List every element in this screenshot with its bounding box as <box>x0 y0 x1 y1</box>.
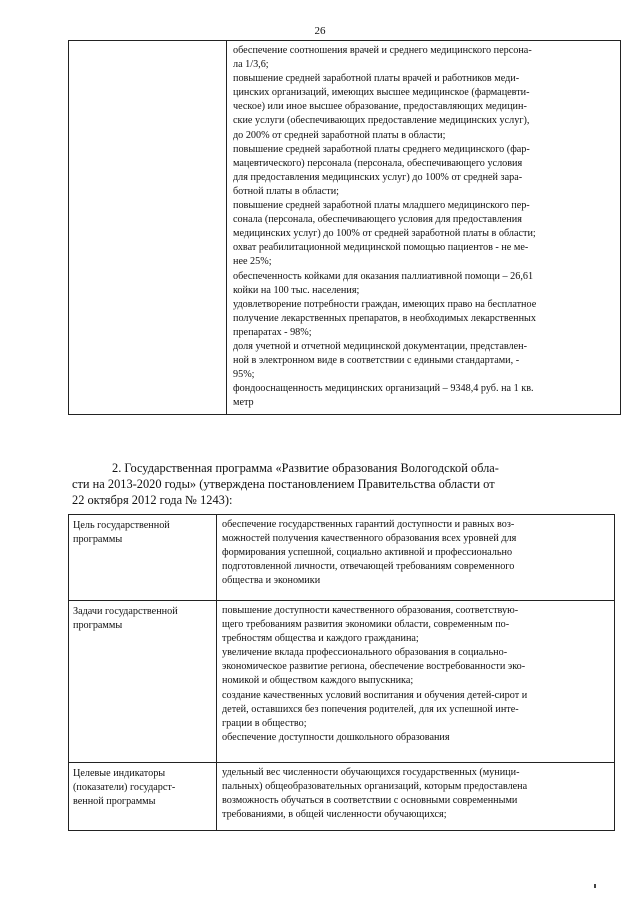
text-line: доля учетной и отчетной медицинской документации, представлен- <box>233 340 527 352</box>
row-label-goal <box>69 515 217 601</box>
text-line: экономическое развитие региона, обеспечение востребованности эко- <box>222 661 526 673</box>
text-line: медицинских услуг) до 100% от средней заработной платы в области; <box>233 228 536 240</box>
text-line: повышение средней заработной платы врачей и работников меди- <box>233 73 520 85</box>
text-line: требованиями, в общей численности обучающихся; <box>222 809 447 821</box>
text-line: койки на 100 тыс. населения; <box>233 284 360 296</box>
text-line: повышение доступности качественного образования, соответствую- <box>222 605 519 616</box>
row-content-tasks <box>217 601 615 763</box>
label-line: венной программы <box>73 796 156 808</box>
text-line: нее 25%; <box>233 256 272 268</box>
table-row <box>69 763 615 831</box>
text-line: мацевтического) персонала (персонала, обеспечивающего условия <box>233 157 523 169</box>
row-label-indicators <box>69 763 217 831</box>
text-line: щего требованиям развития экономики области, современным по- <box>222 619 510 631</box>
text-line: общества и экономики <box>222 575 321 587</box>
text-line: ной в электронном виде в соответствии с едиными стандартами, - <box>233 355 520 367</box>
text-line: ла 1/3,6; <box>233 59 269 71</box>
text-line: увеличение вклада профессионального образования в социально- <box>222 647 508 659</box>
text-line: обеспечение доступности дошкольного образования <box>222 731 450 743</box>
label-line: Целевые индикаторы <box>73 768 166 779</box>
text-line: сонала (персонала, обеспечивающего условия для предоставления <box>233 214 522 226</box>
continuation-content-cell <box>227 41 621 415</box>
text-line: повышение средней заработной платы среднего медицинского (фар- <box>233 143 530 155</box>
text-line: удовлетворение потребности граждан, имеющих право на бесплатное <box>233 298 537 310</box>
text-line: ческое) или иное высшее образование, предоставляющих медицин- <box>233 101 527 113</box>
text-line: детей, оставшихся без попечения родителей, для их успешной инте- <box>222 703 519 715</box>
text-line: до 200% от средней заработной платы в области; <box>233 129 446 141</box>
text-line: фондооснащенность медицинских организаций – 9348,4 руб. на 1 кв. <box>233 383 534 395</box>
text-line: создание качественных условий воспитания и обучения детей-сирот и <box>222 689 528 701</box>
section-heading <box>72 460 608 508</box>
text-line: обеспечение государственных гарантий доступности и равных воз- <box>222 519 515 530</box>
text-line: ские услуги (обеспечивающих предоставление медицинских услуг), <box>233 115 530 127</box>
text-line: препаратах - 98%; <box>233 326 312 338</box>
text-line: формирования успешной, социально активной и профессионально <box>222 547 513 559</box>
text-line: 95%; <box>233 369 255 381</box>
table-row <box>69 601 615 763</box>
text-line: метр <box>233 397 254 409</box>
text-line: для предоставления медицинских услуг) до 100% от средней зара- <box>233 171 523 183</box>
table-row <box>69 515 615 601</box>
label-line: (показатели) государст- <box>73 782 176 794</box>
program-table <box>68 514 615 831</box>
page-number: 26 <box>314 25 326 37</box>
row-label-tasks <box>69 601 217 763</box>
text-line: пальных) общеобразовательных организаций, которым предоставлена <box>222 781 528 793</box>
continuation-table <box>68 40 621 415</box>
empty-label-cell <box>69 41 227 415</box>
label-line: Задачи государственной <box>73 606 178 617</box>
heading-line: сти на 2013-2020 годы» (утверждена постановлением Правительства области от <box>72 477 495 491</box>
row-content-goal <box>217 515 615 601</box>
table-row <box>69 41 621 415</box>
text-line: повышение средней заработной платы младшего медицинского пер- <box>233 200 530 212</box>
label-line: программы <box>73 620 123 632</box>
heading-line: 22 октября 2012 года № 1243): <box>72 493 233 507</box>
text-line: можностей получения качественного образования всех уровней для <box>222 533 517 545</box>
text-line: подготовленной личности, отвечающей требованиям современного <box>222 561 515 573</box>
scan-speck <box>594 884 596 888</box>
text-line: требностям общества и каждого гражданина; <box>222 633 419 645</box>
label-line: Цель государственной <box>73 520 170 531</box>
text-line: цинских организаций, имеющих высшее медицинское (фармацевти- <box>233 87 530 99</box>
text-line: обеспеченность койками для оказания паллиативной помощи – 26,61 <box>233 270 534 282</box>
text-line: обеспечение соотношения врачей и среднего медицинского персона- <box>233 45 532 56</box>
text-line: номикой и обществом каждого выпускника; <box>222 675 414 687</box>
row-content-indicators <box>217 763 615 831</box>
label-line: программы <box>73 534 123 546</box>
text-line: возможность обучаться в соответствии с основными современными <box>222 795 518 807</box>
text-line: грации в общество; <box>222 717 307 729</box>
text-line: удельный вес численности обучающихся государственных (муници- <box>222 767 520 778</box>
text-line: охват реабилитационной медицинской помощью пациентов - не ме- <box>233 242 529 254</box>
text-line: получение лекарственных препаратов, в необходимых лекарственных <box>233 312 536 324</box>
text-line: ботной платы в области; <box>233 185 340 197</box>
heading-line: 2. Государственная программа «Развитие образования Вологодской обла- <box>112 461 499 475</box>
